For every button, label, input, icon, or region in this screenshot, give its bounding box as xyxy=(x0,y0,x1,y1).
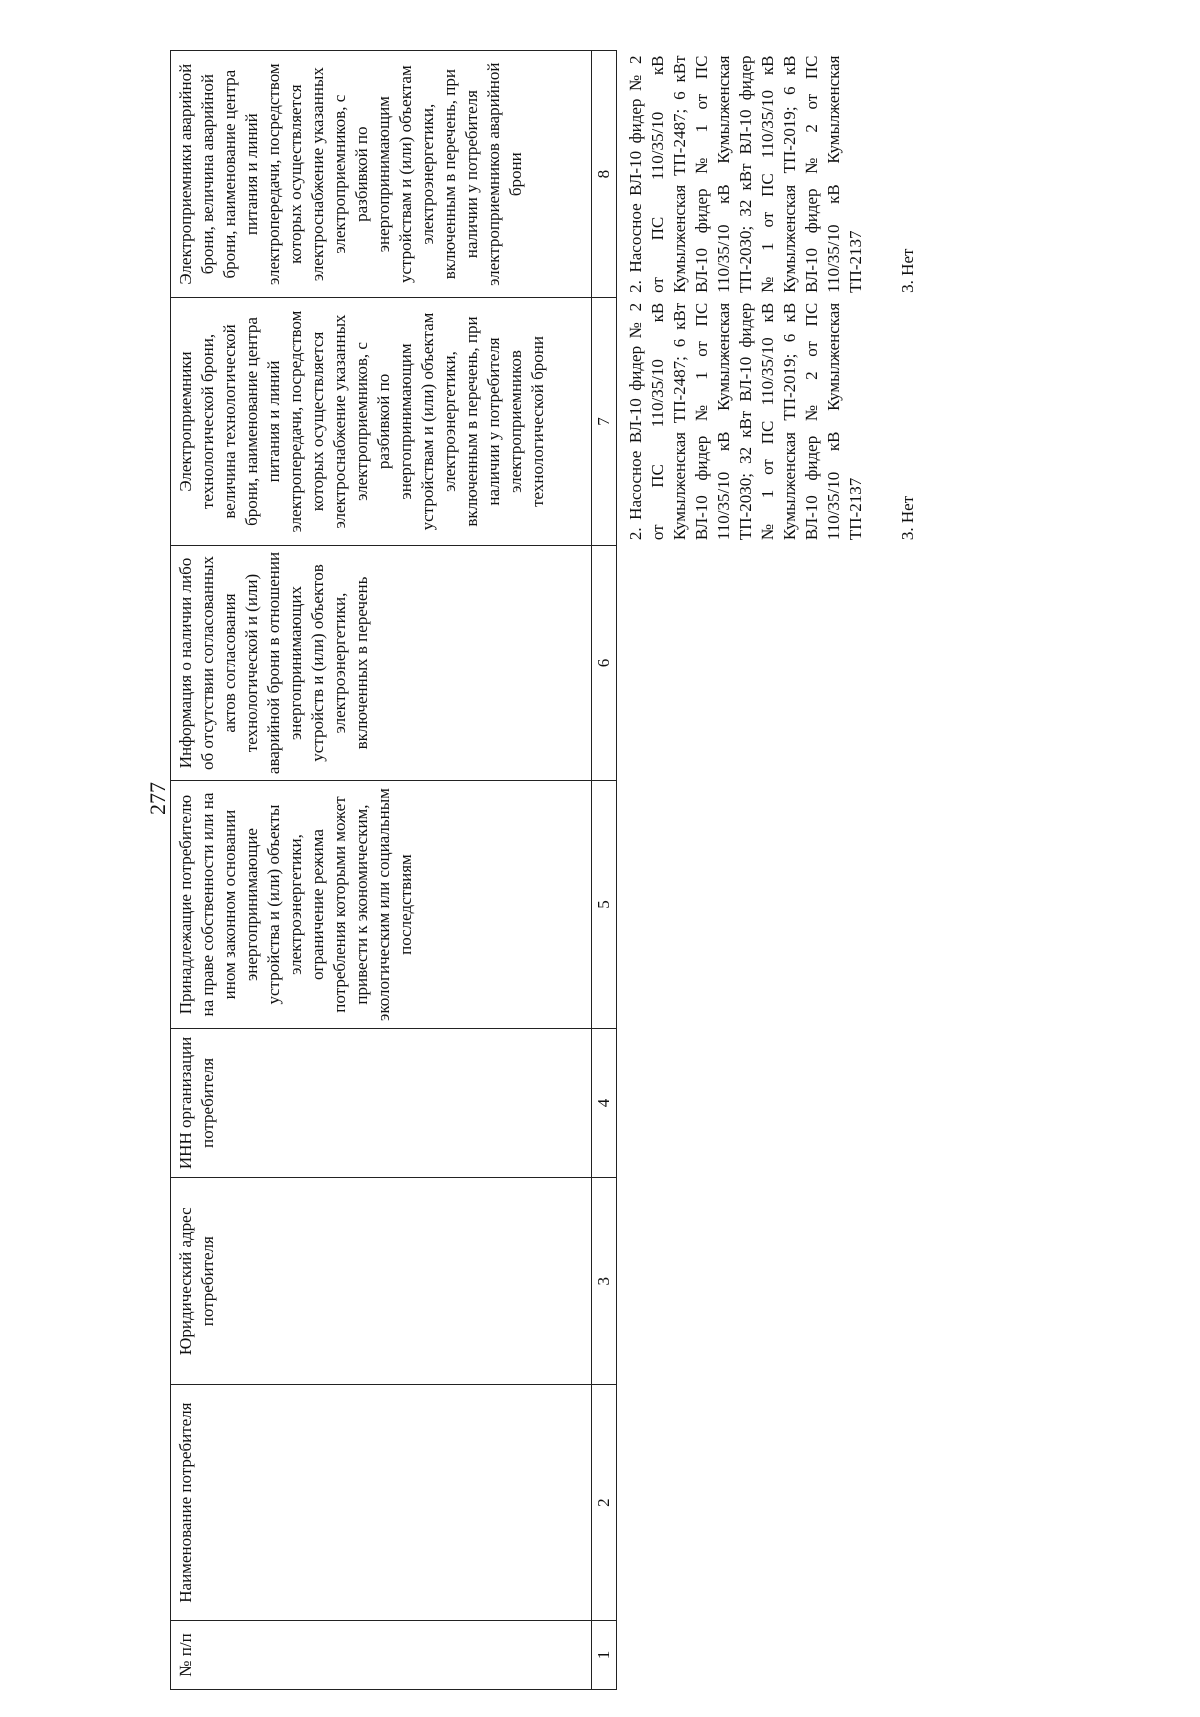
column-number-row xyxy=(592,51,617,1690)
consumer-table xyxy=(170,50,1069,1690)
header-row xyxy=(171,51,592,1690)
col-number: 5 xyxy=(592,781,617,1028)
emergency-reserve-item-2: 2. Насосное ВЛ-10 фидер № 2 от ПС 110/35/10 кВ Кумылженская ТП-2487; 6 кВт ВЛ-10 фидер № 1 от ПС 110/35/10 кВ Кумылженская ТП-2030; 32 кВт ВЛ-10 фидер № 1 от ПС 110/35/10 кВ Кумылженская ТП-2019; 6 кВ ВЛ-10 фидер № 2 от ПС 110/35/10 кВ Кумылженская ТП-2137 xyxy=(626,55,865,293)
tech-reserve-item-2: 2. Насосное ВЛ-10 фидер № 2 от ПС 110/35/10 кВ Кумылженская ТП-2487; 6 кВт ВЛ-10 фидер № 1 от ПС 110/35/10 кВ Кумылженская ТП-2030; 32 кВт ВЛ-10 фидер № 1 от ПС 110/35/10 кВ Кумылженская ТП-2019; 6 кВ ВЛ-10 фидер № 2 от ПС 110/35/10 кВ Кумылженская ТП-2137 xyxy=(626,302,865,541)
header-legal-address: Юридический адрес потребителя xyxy=(171,1178,592,1385)
tech-reserve-cell xyxy=(617,298,1070,545)
header-devices: Принадлежащие потребителю на праве собственности или на ином законном основании энергопринимающие устройства и (или) объекты электроэнергетики, ограничение режима потребления которыми может привести к экономическим, экологическим или социальным последствиям xyxy=(171,781,592,1028)
header-consumer-name: Наименование потребителя xyxy=(171,1385,592,1621)
col-number: 7 xyxy=(592,298,617,545)
document-table-rotated xyxy=(170,50,1070,1690)
header-inn: ИНН организации потребителя xyxy=(171,1028,592,1178)
emergency-reserve-item-3: 3. Нет xyxy=(898,248,917,293)
col-number: 3 xyxy=(592,1178,617,1385)
header-emergency-reserve: Электроприемники аварийной брони, величина аварийной брони, наименование центра питания и линий электропередачи, посредством которых осуществляется электроснабжение указанных электроприемников, с разбивкой по энергопринимающим устройствам и (или) объектам электроэнергетики, включенным в перечень, при наличии у потребителя электроприемников аварийной брони xyxy=(171,51,592,298)
col-number: 1 xyxy=(592,1621,617,1690)
col-number: 2 xyxy=(592,1385,617,1621)
header-num: № п/п xyxy=(171,1621,592,1690)
tech-reserve-item-3: 3. Нет xyxy=(898,495,917,541)
col-number: 8 xyxy=(592,51,617,298)
header-tech-reserve: Электроприемники технологической брони, величина технологической брони, наименование центра питания и линий электропередачи, посредством которых осуществляется электроснабжение указанных электроприемников, с разбивкой по энергопринимающим устройствам и (или) объектам электроэнергетики, включенным в перечень, при наличии у потребителя электроприемников технологической брони xyxy=(171,298,592,545)
page-number: 277 xyxy=(145,782,170,815)
emergency-reserve-cell xyxy=(617,51,1070,298)
col-number: 6 xyxy=(592,545,617,781)
col-number: 4 xyxy=(592,1028,617,1178)
table-row xyxy=(617,51,1070,1690)
header-acts-info: Информация о наличии либо об отсутствии согласованных актов согласования технологической и (или) аварийной брони в отношении энергопринимающих устройств и (или) объектов электроэнергетики, включенных в перечень xyxy=(171,545,592,781)
